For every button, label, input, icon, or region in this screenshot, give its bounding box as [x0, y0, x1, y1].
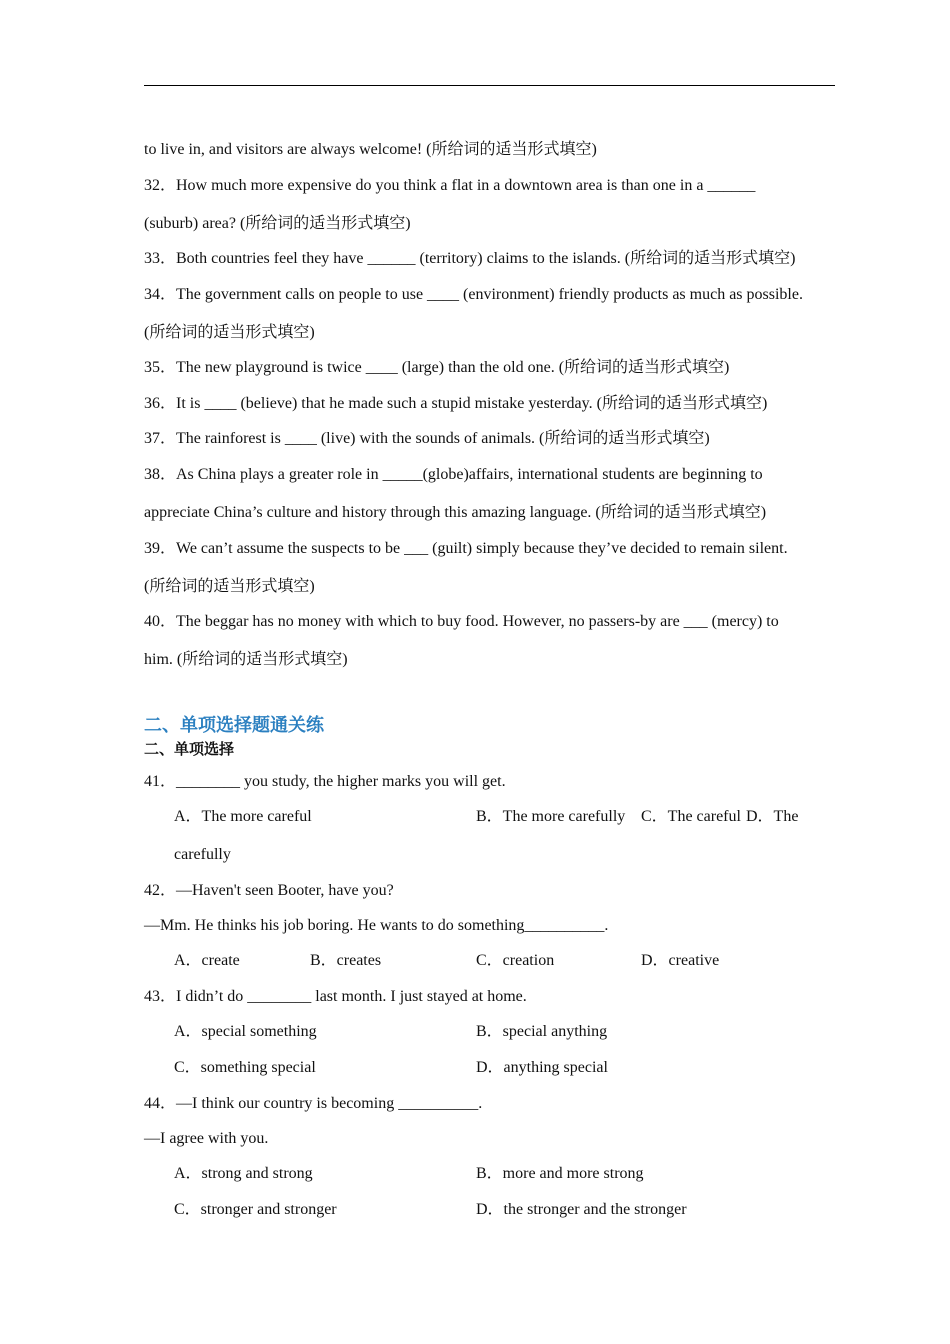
text-line: to live in, and visitors are always welcome! (所给词的适当形式填空): [144, 141, 597, 158]
option-d-continued: carefully: [174, 846, 231, 863]
question-32: 32．How much more expensive do you think a flat in a downtown area is than one in a ______: [144, 177, 756, 194]
text-line: (所给词的适当形式填空): [144, 578, 315, 595]
option-c: C．stronger and stronger: [174, 1201, 337, 1218]
option-b: B．more and more strong: [476, 1165, 644, 1182]
option-a: A．create: [174, 952, 240, 969]
question-35: 35．The new playground is twice ____ (large) than the old one. (所给词的适当形式填空): [144, 359, 730, 376]
question-44-stem-2: —I agree with you.: [144, 1130, 269, 1147]
option-a: A．strong and strong: [174, 1165, 313, 1182]
text-line: him. (所给词的适当形式填空): [144, 651, 348, 668]
option-c: C．creation: [476, 952, 555, 969]
option-b: B．special anything: [476, 1023, 608, 1040]
option-a: A．special something: [174, 1023, 317, 1040]
question-38: 38．As China plays a greater role in _____(globe)affairs, international students are beginning to: [144, 466, 763, 483]
option-d: D．anything special: [476, 1059, 608, 1076]
option-d: D．The: [746, 808, 799, 825]
question-42-stem-2: —Mm. He thinks his job boring. He wants to do something__________.: [144, 917, 609, 934]
question-37: 37．The rainforest is ____ (live) with the sounds of animals. (所给词的适当形式填空): [144, 430, 710, 447]
section-subtitle: 二、单项选择: [144, 740, 235, 758]
option-c: C．something special: [174, 1059, 316, 1076]
text-line: (suburb) area? (所给词的适当形式填空): [144, 215, 411, 232]
option-c: C．The careful: [641, 808, 741, 825]
option-b: B．creates: [310, 952, 382, 969]
option-b: B．The more carefully: [476, 808, 626, 825]
question-36: 36．It is ____ (believe) that he made such a stupid mistake yesterday. (所给词的适当形式填空): [144, 395, 768, 412]
text-line: appreciate China’s culture and history through this amazing language. (所给词的适当形式填空): [144, 504, 767, 521]
option-a: A．The more careful: [174, 808, 312, 825]
header-rule: [144, 85, 835, 86]
section-title: 二、单项选择题通关练: [144, 715, 324, 736]
question-33: 33．Both countries feel they have ______ (territory) claims to the islands. (所给词的适当形式填空): [144, 250, 796, 267]
option-d: D．the stronger and the stronger: [476, 1201, 687, 1218]
text-line: (所给词的适当形式填空): [144, 324, 315, 341]
option-d: D．creative: [641, 952, 720, 969]
question-44-stem: 44．—I think our country is becoming __________.: [144, 1095, 483, 1112]
question-41-stem: 41．________ you study, the higher marks you will get.: [144, 773, 506, 790]
question-42-stem: 42．—Haven't seen Booter, have you?: [144, 882, 394, 899]
question-39: 39．We can’t assume the suspects to be ___ (guilt) simply because they’ve decided to remain silent.: [144, 540, 788, 557]
question-43-stem: 43．I didn’t do ________ last month. I just stayed at home.: [144, 988, 527, 1005]
question-34: 34．The government calls on people to use ____ (environment) friendly products as much as possible.: [144, 286, 803, 303]
question-40: 40．The beggar has no money with which to buy food. However, no passers-by are ___ (mercy) to: [144, 613, 779, 630]
